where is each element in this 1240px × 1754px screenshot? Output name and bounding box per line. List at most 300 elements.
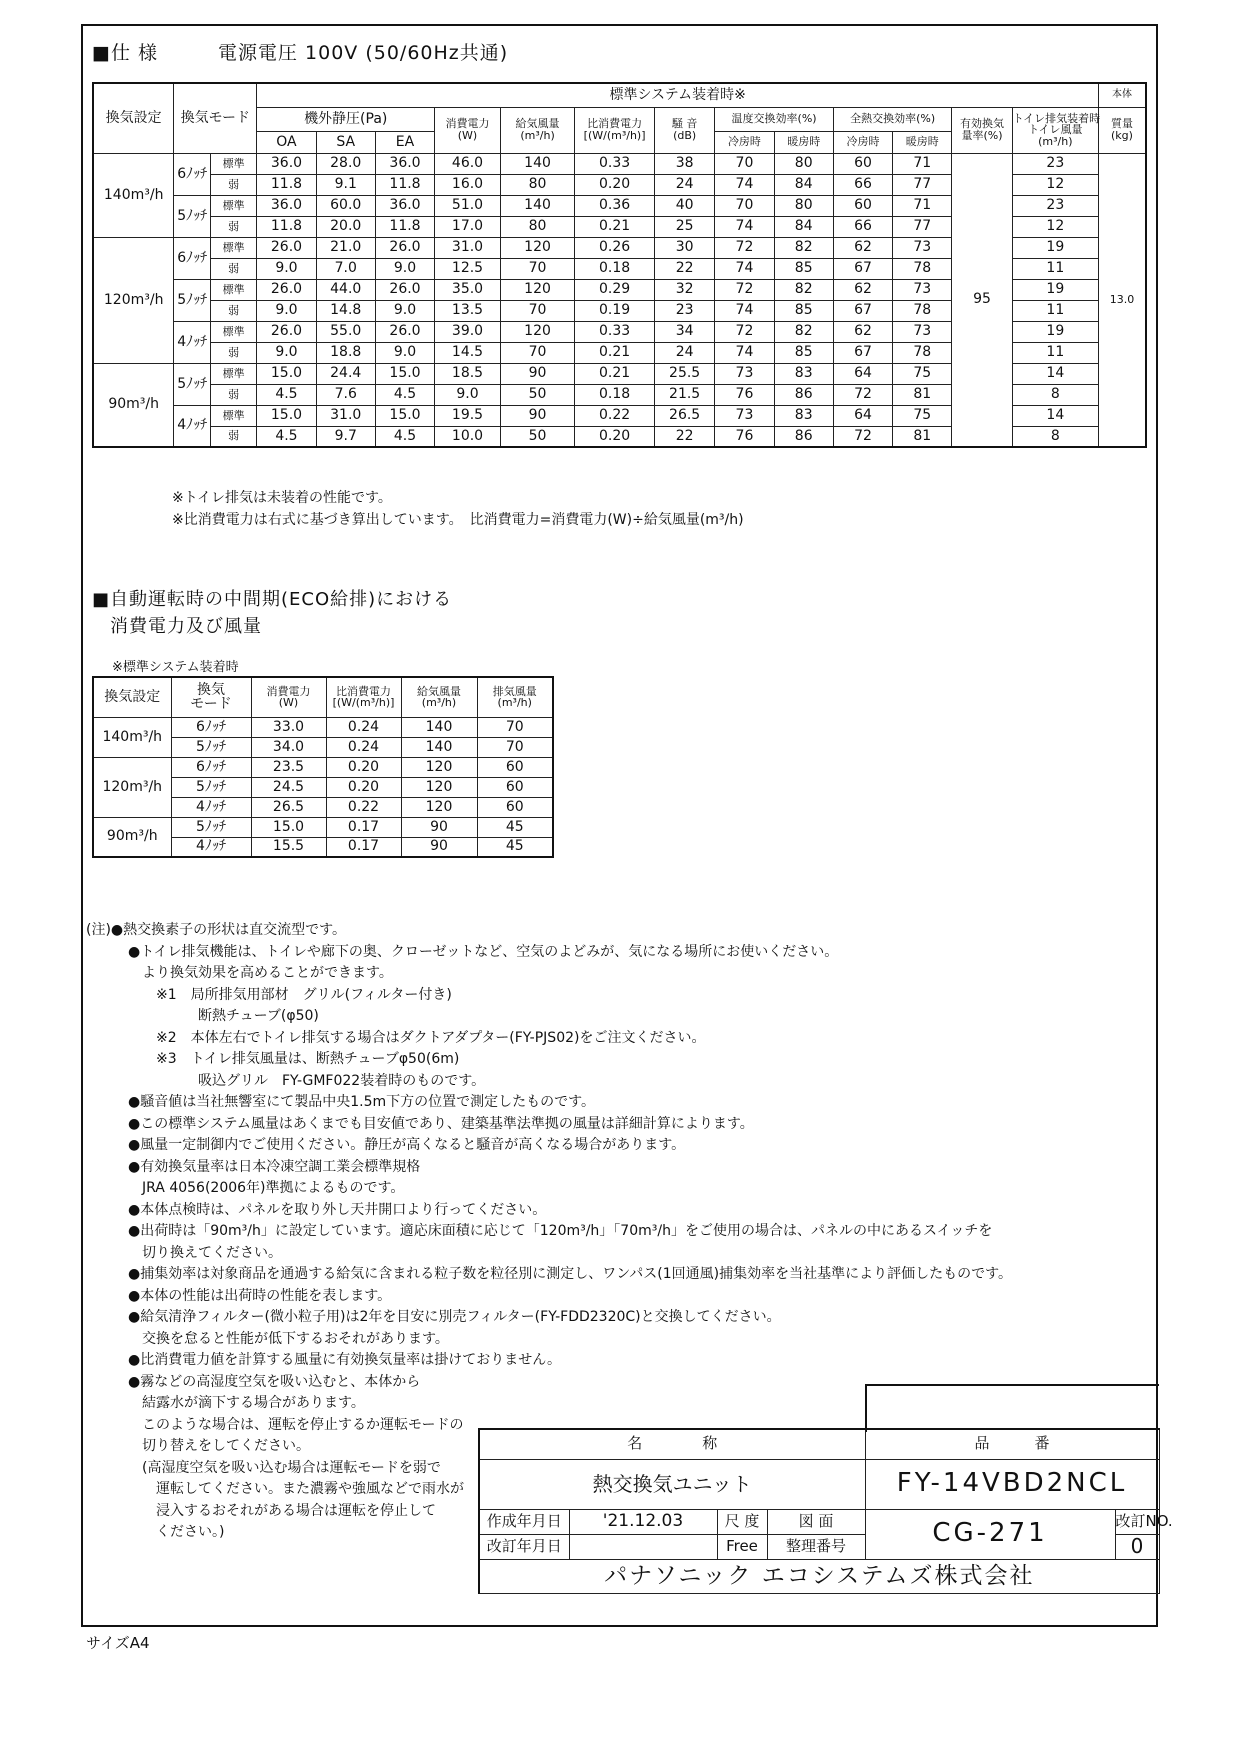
ec-cell: 72 [833,384,892,405]
oa-cell: 11.8 [257,216,316,237]
eco-h-exhaust-unit: (m³/h) [497,696,532,710]
th-cell: 85 [774,342,833,363]
level-cell: 標準 [210,195,256,216]
th-cell: 86 [774,426,833,447]
eh-cell: 71 [893,153,952,174]
ec-cell: 66 [833,174,892,195]
sa-cell: 9.7 [316,426,375,447]
eh-cell: 75 [893,405,952,426]
toilet-cell: 11 [1012,258,1098,279]
eco-setting-label: 90m³/h [93,817,171,857]
tc-cell: 74 [715,174,774,195]
h-mass: 本体 [1098,83,1146,107]
eh-cell: 78 [893,300,952,321]
note-line: ●給気清浄フィルター(微小粒子用)は2年を目安に別売フィルター(FY-FDD2320C)と交換してください。 [86,1309,781,1325]
oa-cell: 9.0 [257,300,316,321]
w-cell: 19.5 [435,405,501,426]
db-cell: 23 [654,300,714,321]
sa-cell: 31.0 [316,405,375,426]
created-date: '21.12.03 [569,1509,717,1534]
eco-power-cell: 23.5 [251,757,326,777]
note-line: ●捕集効率は対象商品を通過する給気に含まれる粒子数を粒径別に測定し、ワンパス(1回通風)捕集効率を当社基準により評価したものです。 [86,1266,1012,1282]
tc-cell: 76 [715,384,774,405]
eco-specific-cell: 0.17 [326,817,401,837]
w-cell: 31.0 [435,237,501,258]
eco-mode-cell: 5ﾉｯﾁ [171,777,251,797]
level-cell: 弱 [210,426,256,447]
eco-exhaust-cell: 60 [477,797,553,817]
h-static: 機外静圧(Pa) [257,107,435,131]
ec-cell: 62 [833,237,892,258]
note-line: 交換を怠ると性能が低下するおそれがあります。 [86,1330,449,1347]
eco-title-2: 消費電力及び風量 [110,616,262,637]
db-cell: 34 [654,321,714,342]
flow-cell: 140 [500,195,574,216]
eco-caption: ※標準システム装着時 [112,660,239,675]
eco-specific-cell: 0.20 [326,777,401,797]
sp-cell: 0.26 [575,237,655,258]
h-supply: 給気風量 [515,117,560,131]
ec-cell: 67 [833,300,892,321]
eco-specific-cell: 0.24 [326,717,401,737]
scale-label: 尺 度 [717,1509,767,1534]
sa-cell: 14.8 [316,300,375,321]
h-mass2: 質量 [1110,117,1133,131]
sp-cell: 0.21 [575,363,655,384]
eco-h-specific: 比消費電力 [336,684,391,698]
db-cell: 25 [654,216,714,237]
flow-cell: 80 [500,216,574,237]
sp-cell: 0.22 [575,405,655,426]
ec-cell: 60 [833,195,892,216]
eco-h-mode2: モード [190,696,232,713]
eco-h-specific-unit: [(W/(m³/h)] [332,696,395,710]
size-label: サイズA4 [86,1634,150,1652]
ea-cell: 15.0 [375,363,434,384]
revision-no: 0 [1115,1534,1159,1559]
note-line: ●トイレ排気機能は、トイレや廊下の奥、クローゼットなど、空気のよどみが、気になる場所にお使いください。 [86,943,839,960]
eco-power-cell: 26.5 [251,797,326,817]
ec-cell: 67 [833,258,892,279]
sp-cell: 0.33 [575,153,655,174]
th-cell: 82 [774,321,833,342]
notch-label: 4ﾉｯﾁ [174,321,211,363]
db-cell: 26.5 [654,405,714,426]
h-total-eff: 全熱交換効率(%) [833,107,952,131]
note-line: 吸込グリル FY-GMF022装着時のものです。 [86,1072,486,1089]
sa-cell: 7.6 [316,384,375,405]
db-cell: 25.5 [654,363,714,384]
h-temp-cool: 冷房時 [715,131,774,153]
flow-cell: 90 [500,363,574,384]
h-system: 標準システム装着時※ [257,83,1099,107]
note-line: (注)●熱交換素子の形状は直交流型です。 [86,922,347,938]
w-cell: 39.0 [435,321,501,342]
sp-cell: 0.20 [575,426,655,447]
level-cell: 標準 [210,405,256,426]
title-block [478,1428,1173,1594]
eco-h-power: 消費電力 [266,684,311,698]
eco-specific-cell: 0.20 [326,757,401,777]
toilet-cell: 14 [1012,363,1098,384]
level-cell: 標準 [210,279,256,300]
toilet-cell: 8 [1012,426,1098,447]
eco-supply-cell: 120 [401,777,477,797]
notch-label: 5ﾉｯﾁ [174,279,211,321]
tc-cell: 70 [715,153,774,174]
level-cell: 弱 [210,300,256,321]
toilet-cell: 19 [1012,237,1098,258]
oa-cell: 36.0 [257,153,316,174]
toilet-cell: 23 [1012,153,1098,174]
eco-h-setting: 換気設定 [93,677,171,717]
title-block-top-box [865,1384,1159,1432]
eco-setting-label: 120m³/h [93,757,171,817]
note-line: ●出荷時は「90m³/h」に設定しています。適応床面積に応じて「120m³/h」「70m³/h」をご使用の場合は、パネルの中にあるスイッチを [86,1223,993,1239]
level-cell: 弱 [210,174,256,195]
eh-cell: 73 [893,237,952,258]
ec-cell: 72 [833,426,892,447]
product-no-label: 品 番 [865,1429,1159,1459]
scale-value: Free [717,1534,767,1559]
w-cell: 17.0 [435,216,501,237]
sa-cell: 7.0 [316,258,375,279]
w-cell: 14.5 [435,342,501,363]
ea-cell: 26.0 [375,279,434,300]
note-line: ●霧などの高湿度空気を吸い込むと、本体から [86,1373,421,1390]
eco-h-mode: 換気 [197,681,225,698]
eco-setting-label: 140m³/h [93,717,171,757]
product-name: 熱交換気ユニット [479,1459,865,1509]
oa-cell: 15.0 [257,363,316,384]
eco-h-power-unit: (W) [278,696,299,710]
sp-cell: 0.21 [575,216,655,237]
th-cell: 84 [774,174,833,195]
th-cell: 85 [774,300,833,321]
h-total-cool: 冷房時 [833,131,892,153]
db-cell: 24 [654,342,714,363]
ea-cell: 36.0 [375,153,434,174]
h-oa: OA [257,131,316,153]
tc-cell: 73 [715,363,774,384]
flow-cell: 50 [500,384,574,405]
eco-power-cell: 33.0 [251,717,326,737]
db-cell: 32 [654,279,714,300]
note-line: 切り替えをしてください。 [86,1438,310,1454]
eco-mode-cell: 5ﾉｯﾁ [171,737,251,757]
ea-cell: 9.0 [375,342,434,363]
notch-label: 4ﾉｯﾁ [174,405,211,447]
toilet-cell: 11 [1012,342,1098,363]
tc-cell: 74 [715,216,774,237]
eco-supply-cell: 120 [401,757,477,777]
oa-cell: 4.5 [257,426,316,447]
eco-mode-cell: 4ﾉｯﾁ [171,797,251,817]
w-cell: 16.0 [435,174,501,195]
note-line: ●風量一定制御内でご使用ください。静圧が高くなると騒音が高くなる場合があります。 [86,1137,686,1153]
eco-power-cell: 34.0 [251,737,326,757]
eco-title-1: ■自動運転時の中間期(ECO給排)における [92,589,453,610]
mass-value: 13.0 [1098,153,1146,447]
spec-title: ■仕 様 [92,42,158,64]
notch-label: 6ﾉｯﾁ [174,153,211,195]
name-label: 名 称 [479,1429,865,1459]
ec-cell: 64 [833,363,892,384]
eco-specific-cell: 0.24 [326,737,401,757]
eco-row [93,757,553,777]
tc-cell: 73 [715,405,774,426]
w-cell: 35.0 [435,279,501,300]
th-cell: 80 [774,153,833,174]
tc-cell: 74 [715,342,774,363]
drawing-label: 図 面 [767,1509,865,1534]
oa-cell: 9.0 [257,342,316,363]
w-cell: 12.5 [435,258,501,279]
ea-cell: 11.8 [375,216,434,237]
sp-cell: 0.19 [575,300,655,321]
note-line: ●有効換気量率は日本冷凍空調工業会標準規格 [86,1158,421,1175]
level-cell: 弱 [210,258,256,279]
db-cell: 21.5 [654,384,714,405]
level-cell: 標準 [210,321,256,342]
setting-label: 140m³/h [93,153,174,237]
sa-cell: 20.0 [316,216,375,237]
toilet-cell: 8 [1012,384,1098,405]
ea-cell: 11.8 [375,174,434,195]
sa-cell: 9.1 [316,174,375,195]
eco-mode-cell: 5ﾉｯﾁ [171,817,251,837]
sp-cell: 0.36 [575,195,655,216]
oa-cell: 11.8 [257,174,316,195]
notch-label: 5ﾉｯﾁ [174,363,211,405]
tc-cell: 72 [715,279,774,300]
th-cell: 83 [774,405,833,426]
h-temp-eff: 温度交換効率(%) [715,107,834,131]
drawing-label2: 整理番号 [767,1534,865,1559]
h-toilet-group: トイレ排気装着時 [1012,111,1101,125]
eco-exhaust-cell: 70 [477,737,553,757]
h-ea: EA [375,131,434,153]
h-setting: 換気設定 [93,83,174,153]
eco-exhaust-cell: 45 [477,817,553,837]
flow-cell: 70 [500,258,574,279]
flow-cell: 120 [500,321,574,342]
eh-cell: 71 [893,195,952,216]
eh-cell: 75 [893,363,952,384]
h-noise-unit: (dB) [673,129,697,142]
toilet-cell: 23 [1012,195,1098,216]
w-cell: 10.0 [435,426,501,447]
ec-cell: 64 [833,405,892,426]
toilet-cell: 12 [1012,216,1098,237]
flow-cell: 120 [500,237,574,258]
ec-cell: 67 [833,342,892,363]
level-cell: 標準 [210,237,256,258]
eco-supply-cell: 140 [401,737,477,757]
note-line: 運転してください。また濃霧や強風などで雨水が [86,1481,464,1497]
level-cell: 弱 [210,216,256,237]
spec-row [93,153,1146,174]
h-specific: 比消費電力 [587,117,643,131]
level-cell: 標準 [210,363,256,384]
flow-cell: 50 [500,426,574,447]
setting-label: 90m³/h [93,363,174,447]
oa-cell: 36.0 [257,195,316,216]
h-power: 消費電力 [445,117,490,131]
note-line: 切り換えてください。 [86,1244,282,1261]
sa-cell: 21.0 [316,237,375,258]
drawing-no: CG-271 [865,1509,1115,1559]
note-line: ●本体の性能は出荷時の性能を表します。 [86,1287,392,1304]
ea-cell: 4.5 [375,384,434,405]
th-cell: 82 [774,279,833,300]
note-line: このような場合は、運転を停止するか運転モードの [86,1416,464,1433]
sa-cell: 28.0 [316,153,375,174]
w-cell: 9.0 [435,384,501,405]
level-cell: 弱 [210,384,256,405]
h-effective: 有効換気 [960,117,1005,131]
ec-cell: 66 [833,216,892,237]
h-mode: 換気モード [174,83,257,153]
ec-cell: 62 [833,321,892,342]
oa-cell: 26.0 [257,279,316,300]
eh-cell: 81 [893,426,952,447]
db-cell: 22 [654,258,714,279]
tc-cell: 72 [715,321,774,342]
oa-cell: 4.5 [257,384,316,405]
flow-cell: 120 [500,279,574,300]
spec-table [92,82,1147,448]
oa-cell: 26.0 [257,237,316,258]
level-cell: 標準 [210,153,256,174]
flow-cell: 80 [500,174,574,195]
eco-supply-cell: 90 [401,817,477,837]
eco-supply-cell: 140 [401,717,477,737]
h-noise: 騒 音 [671,117,698,131]
ea-cell: 26.0 [375,321,434,342]
spec-note-1: ※トイレ排気は未装着の性能です。 [172,490,392,506]
note-line: ●騒音値は当社無響室にて製品中央1.5m下方の位置で測定したものです。 [86,1094,595,1110]
toilet-cell: 19 [1012,321,1098,342]
eh-cell: 73 [893,279,952,300]
sa-cell: 55.0 [316,321,375,342]
w-cell: 18.5 [435,363,501,384]
eco-mode-cell: 6ﾉｯﾁ [171,717,251,737]
toilet-cell: 12 [1012,174,1098,195]
note-line: JRA 4056(2006年)準拠によるものです。 [86,1180,405,1196]
sp-cell: 0.21 [575,342,655,363]
ea-cell: 9.0 [375,300,434,321]
db-cell: 24 [654,174,714,195]
sp-cell: 0.20 [575,174,655,195]
eco-exhaust-cell: 60 [477,777,553,797]
eco-supply-cell: 120 [401,797,477,817]
flow-cell: 70 [500,300,574,321]
eco-h-supply: 給気風量 [417,684,461,698]
db-cell: 38 [654,153,714,174]
revised-label: 改訂年月日 [479,1534,569,1559]
h-total-heat: 暖房時 [893,131,952,153]
note-line: ●この標準システム風量はあくまでも目安値であり、建築基準法準拠の風量は詳細計算によります。 [86,1115,754,1132]
level-cell: 弱 [210,342,256,363]
eco-power-cell: 15.0 [251,817,326,837]
note-line: ●比消費電力値を計算する風量に有効換気量率は掛けておりません。 [86,1352,562,1368]
created-label: 作成年月日 [479,1509,569,1534]
note-line: 浸入するおそれがある場合は運転を停止して [86,1502,436,1519]
h-mass-unit: (kg) [1111,129,1133,142]
note-line: ※3 トイレ排気風量は、断熱チューブφ50(6m) [86,1051,460,1067]
ea-cell: 36.0 [375,195,434,216]
eco-specific-cell: 0.22 [326,797,401,817]
tc-cell: 74 [715,258,774,279]
tc-cell: 70 [715,195,774,216]
tc-cell: 76 [715,426,774,447]
note-line: 断熱チューブ(φ50) [86,1008,319,1024]
note-line: 結露水が滴下する場合があります。 [86,1395,365,1411]
ea-cell: 15.0 [375,405,434,426]
eco-exhaust-cell: 60 [477,757,553,777]
company-name: パナソニック エコシステムズ株式会社 [479,1559,1159,1593]
eh-cell: 78 [893,342,952,363]
sp-cell: 0.18 [575,258,655,279]
eco-exhaust-cell: 70 [477,717,553,737]
flow-cell: 70 [500,342,574,363]
db-cell: 30 [654,237,714,258]
h-sa: SA [316,131,375,153]
setting-label: 120m³/h [93,237,174,363]
th-cell: 83 [774,363,833,384]
note-line: ※1 局所排気用部材 グリル(フィルター付き) [86,986,452,1003]
eco-power-cell: 24.5 [251,777,326,797]
toilet-cell: 14 [1012,405,1098,426]
eco-supply-cell: 90 [401,837,477,857]
th-cell: 82 [774,237,833,258]
eco-row [93,817,553,837]
w-cell: 13.5 [435,300,501,321]
th-cell: 86 [774,384,833,405]
power-voltage: 電源電圧 100V (50/60Hz共通) [218,42,509,64]
note-line: より換気効果を高めることができます。 [86,965,393,981]
oa-cell: 26.0 [257,321,316,342]
note-line: ください。) [86,1524,225,1540]
sa-cell: 60.0 [316,195,375,216]
note-line: (高湿度空気を吸い込む場合は運転モードを弱で [86,1459,441,1476]
oa-cell: 15.0 [257,405,316,426]
h-specific-unit: [(W/(m³/h)] [583,129,646,142]
effective-value: 95 [952,153,1012,447]
w-cell: 46.0 [435,153,501,174]
ea-cell: 4.5 [375,426,434,447]
db-cell: 22 [654,426,714,447]
eco-power-cell: 15.5 [251,837,326,857]
sa-cell: 44.0 [316,279,375,300]
spec-note-2: ※比消費電力は右式に基づき算出しています。 比消費電力=消費電力(W)÷給気風量(m³/h) [172,512,744,528]
sp-cell: 0.33 [575,321,655,342]
sp-cell: 0.18 [575,384,655,405]
note-line: ●本体点検時は、パネルを取り外し天井開口より行ってください。 [86,1201,547,1218]
eh-cell: 73 [893,321,952,342]
h-effective2: 量率(%) [961,129,1003,142]
revised-date [569,1534,717,1559]
product-no: FY-14VBD2NCL [865,1459,1159,1509]
flow-cell: 140 [500,153,574,174]
eco-mode-cell: 6ﾉｯﾁ [171,757,251,777]
eco-h-exhaust: 排気風量 [492,684,537,698]
ec-cell: 60 [833,153,892,174]
h-temp-heat: 暖房時 [774,131,833,153]
sa-cell: 24.4 [316,363,375,384]
notch-label: 5ﾉｯﾁ [174,195,211,237]
